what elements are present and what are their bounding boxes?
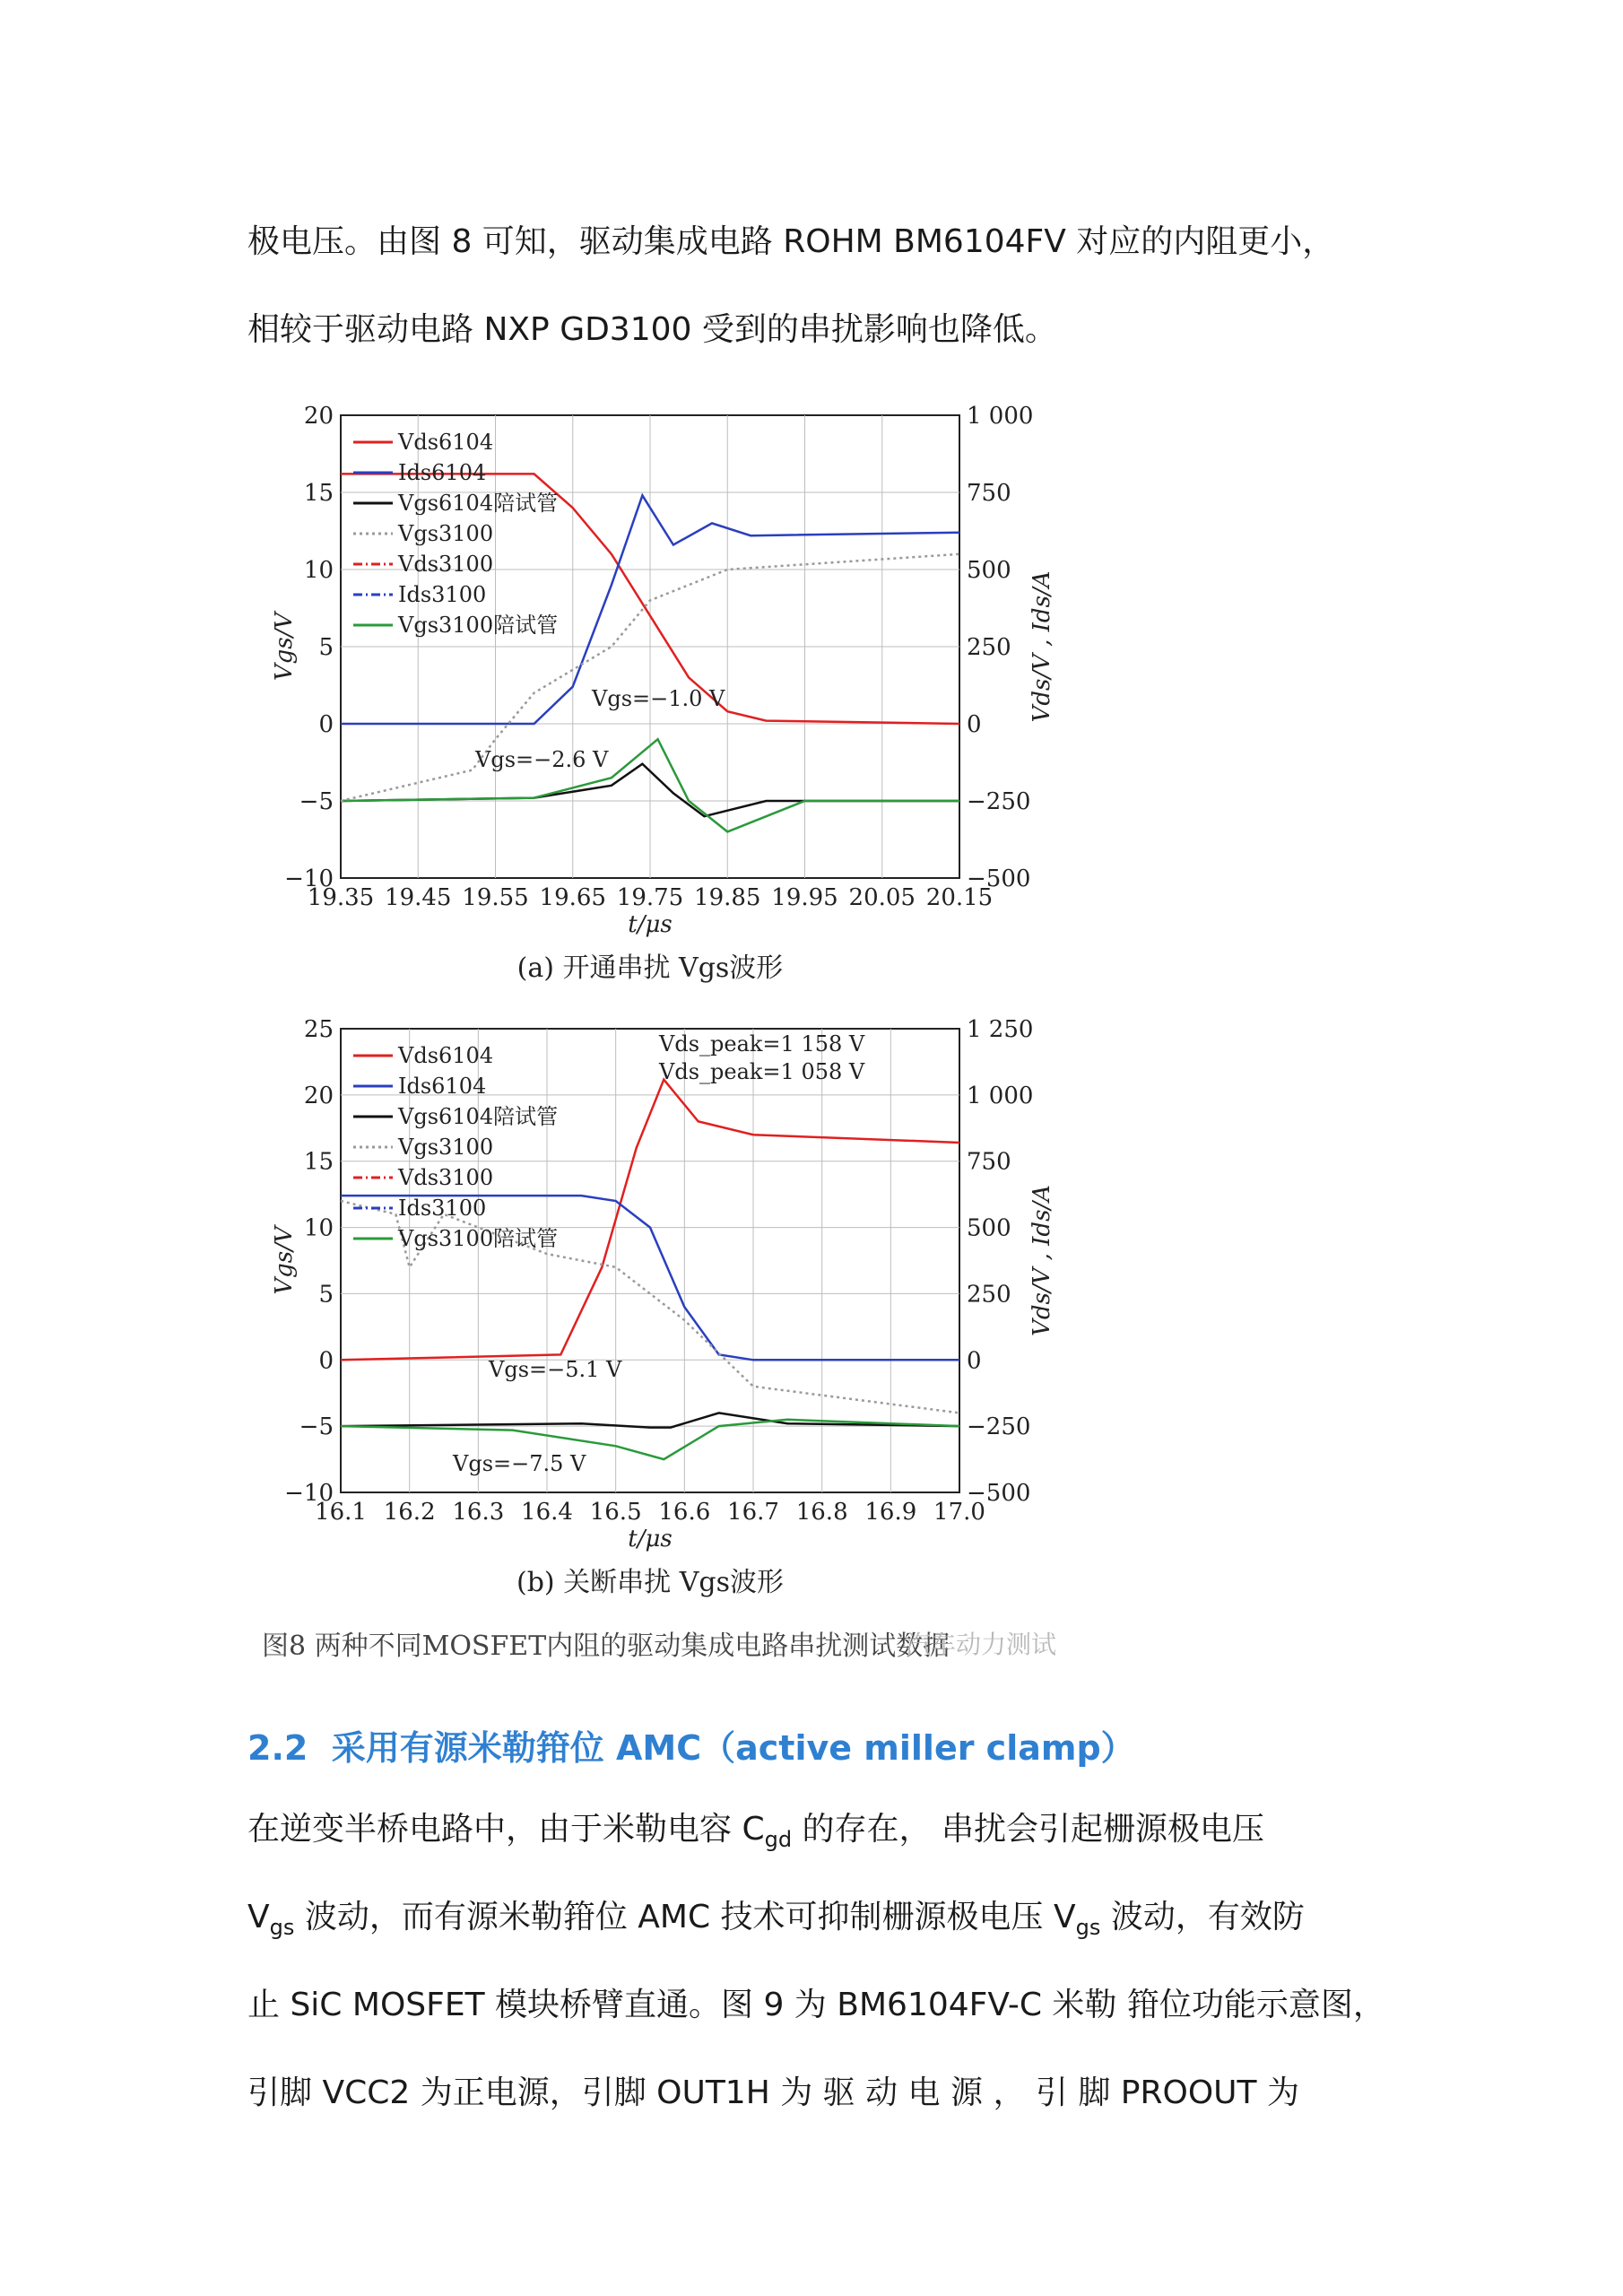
- legend-label: Ids3100: [398, 582, 487, 607]
- y-right-tick-label: 0: [967, 711, 982, 738]
- annotation: Vgs=−5.1 V: [489, 1357, 622, 1382]
- legend-label: Vds6104: [398, 1043, 494, 1068]
- legend-label: Vds3100: [398, 1165, 494, 1190]
- x-tick-label: 19.55: [462, 884, 529, 911]
- body-line-2-c: 波动，有效防: [1100, 1899, 1305, 1935]
- y-left-tick-label: 15: [303, 1148, 334, 1176]
- legend-label: Vgs3100陪试管: [398, 1226, 559, 1251]
- y-left-tick-label: 0: [318, 1347, 334, 1375]
- y-right-tick-label: 250: [967, 1281, 1011, 1309]
- x-tick-label: 20.15: [925, 884, 994, 911]
- x-tick-label: 19.75: [616, 884, 684, 911]
- y-right-tick-label: 500: [967, 1214, 1011, 1242]
- y-left-axis-label: Vgs/V: [271, 612, 298, 682]
- annotation: Vds_peak=1 158 V: [659, 1031, 865, 1057]
- x-tick-label: 19.65: [539, 884, 606, 911]
- legend-label: Vds6104: [398, 430, 494, 455]
- body-line-4: 引脚 VCC2 为正电源，引脚 OUT1H 为 驱 动 电 源 ， 引 脚 PROOUT 为: [247, 2074, 1299, 2111]
- x-tick-label: 16.8: [795, 1499, 848, 1526]
- y-right-tick-label: 1 250: [967, 1016, 1034, 1043]
- body-line-1-b: 的存在， 串扰会引起栅源极电压: [792, 1811, 1264, 1848]
- figure-8: [260, 386, 1067, 1627]
- x-axis-label: t/μs: [628, 1526, 673, 1552]
- y-left-tick-label: 10: [303, 1214, 334, 1242]
- x-tick-label: 16.4: [521, 1499, 573, 1526]
- annotation: Vgs=−7.5 V: [453, 1451, 586, 1476]
- figure-caption: 图8 两种不同MOSFET内阻的驱动集成电路串扰测试数据: [262, 1631, 950, 1662]
- body-line-2-a: V: [247, 1899, 270, 1935]
- section-heading: [247, 1720, 1135, 1770]
- x-tick-label: 19.35: [307, 884, 375, 911]
- chart-a: [271, 403, 1055, 984]
- section-title: 采用有源米勒箝位 AMC（active miller clamp）: [331, 1728, 1135, 1768]
- x-tick-label: 16.2: [383, 1499, 436, 1526]
- y-right-tick-label: 1 000: [967, 403, 1034, 430]
- paragraph-line-2: 相较于驱动电路 NXP GD3100 受到的串扰影响也降低。: [247, 311, 1057, 348]
- y-left-tick-label: −5: [299, 788, 334, 815]
- chart-subtitle: (b) 关断串扰 Vgs波形: [516, 1567, 784, 1598]
- x-tick-label: 16.5: [589, 1499, 642, 1526]
- x-tick-label: 17.0: [933, 1499, 985, 1526]
- y-right-tick-label: −500: [967, 1480, 1031, 1507]
- annotation: Vgs=−2.6 V: [475, 747, 609, 772]
- body-line-2-sub-1: gs: [269, 1915, 295, 1940]
- body-line-1-a: 在逆变半桥电路中，由于米勒电容 C: [247, 1811, 765, 1848]
- y-right-tick-label: 750: [967, 480, 1011, 507]
- y-right-tick-label: 0: [967, 1347, 982, 1375]
- legend-label: Vgs3100陪试管: [398, 613, 559, 638]
- series-Vgs6104陪试管: [341, 1413, 959, 1427]
- y-right-tick-label: −500: [967, 865, 1031, 892]
- x-tick-label: 16.7: [727, 1499, 779, 1526]
- body-line-1-sub: gd: [764, 1827, 793, 1852]
- y-left-tick-label: −10: [284, 865, 334, 892]
- watermark: 汽车动力测试: [906, 1630, 1057, 1659]
- body-line-2-sub-2: gs: [1075, 1915, 1101, 1940]
- y-left-tick-label: −10: [284, 1480, 334, 1507]
- chart-b: [271, 1016, 1055, 1598]
- legend-label: Vgs6104陪试管: [398, 1104, 559, 1129]
- x-tick-label: 19.45: [385, 884, 452, 911]
- y-right-axis-label: Vds/V , Ids/A: [1028, 1185, 1055, 1336]
- y-left-tick-label: 20: [303, 1082, 334, 1109]
- body-line-2: [247, 1896, 1305, 1942]
- section-number: 2.2: [247, 1728, 308, 1768]
- paragraph-line-1: 极电压。由图 8 可知，驱动集成电路 ROHM BM6104FV 对应的内阻更小，: [247, 223, 1335, 260]
- y-left-tick-label: 0: [318, 711, 334, 738]
- annotation: Vgs=−1.0 V: [592, 686, 725, 711]
- body-line-2-b: 波动，而有源米勒箝位 AMC 技术可抑制栅源极电压 V: [294, 1899, 1076, 1935]
- x-tick-label: 16.3: [452, 1499, 505, 1526]
- x-axis-label: t/μs: [628, 911, 673, 938]
- annotation: Vds_peak=1 058 V: [659, 1059, 865, 1084]
- x-tick-label: 19.85: [694, 884, 761, 911]
- legend-label: Vgs3100: [398, 1135, 494, 1160]
- y-left-tick-label: 25: [303, 1016, 334, 1043]
- y-right-tick-label: 750: [967, 1148, 1011, 1176]
- y-right-tick-label: 1 000: [967, 1082, 1034, 1109]
- y-right-tick-label: 250: [967, 634, 1011, 661]
- y-left-axis-label: Vgs/V: [271, 1226, 298, 1295]
- legend-label: Vgs3100: [398, 521, 494, 546]
- y-right-tick-label: −250: [967, 1413, 1031, 1441]
- y-left-tick-label: 5: [318, 1281, 334, 1309]
- legend-label: Vds3100: [398, 552, 494, 577]
- legend-label: Vgs6104陪试管: [398, 491, 559, 516]
- y-left-tick-label: −5: [299, 1413, 334, 1441]
- x-tick-label: 16.9: [864, 1499, 917, 1526]
- body-line-3: 止 SiC MOSFET 模块桥臂直通。图 9 为 BM6104FV-C 米勒 箝位功能示意图，: [247, 1987, 1385, 2023]
- legend-label: Ids6104: [398, 1074, 487, 1099]
- legend-label: Ids6104: [398, 460, 487, 485]
- y-left-tick-label: 10: [303, 557, 334, 584]
- chart-subtitle: (a) 开通串扰 Vgs波形: [516, 952, 784, 984]
- y-right-tick-label: −250: [967, 788, 1031, 815]
- x-tick-label: 16.1: [315, 1499, 367, 1526]
- y-right-axis-label: Vds/V , Ids/A: [1028, 570, 1055, 723]
- y-left-tick-label: 15: [303, 480, 334, 507]
- x-tick-label: 20.05: [848, 884, 916, 911]
- y-left-tick-label: 5: [318, 634, 334, 661]
- y-right-tick-label: 500: [967, 557, 1011, 584]
- y-left-tick-label: 20: [303, 403, 334, 430]
- x-tick-label: 16.6: [658, 1499, 711, 1526]
- body-line-1: [247, 1808, 1264, 1854]
- legend-label: Ids3100: [398, 1196, 487, 1221]
- x-tick-label: 19.95: [771, 884, 838, 911]
- figure-8-svg: [260, 386, 1067, 1623]
